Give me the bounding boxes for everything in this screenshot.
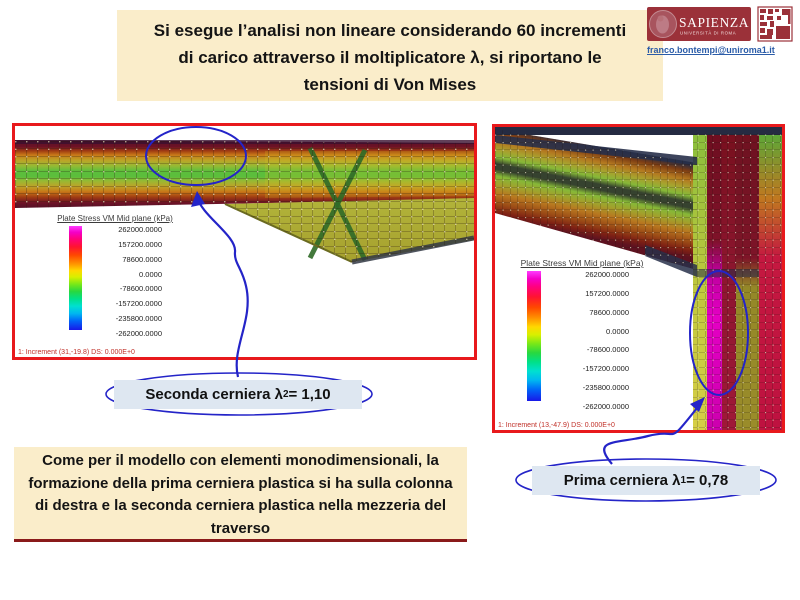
legend-value: -235800.0000 bbox=[115, 314, 162, 324]
stress-colorbar bbox=[527, 271, 541, 401]
increment-status: 1: Increment (13,-47.9) DS: 0.000E+0 bbox=[498, 422, 615, 429]
legend-title: Plate Stress VM Mid plane (kPa) bbox=[520, 258, 644, 268]
legend-values bbox=[545, 271, 629, 411]
callout-text: Prima cerniera λ bbox=[563, 472, 681, 489]
callout-text: Seconda cerniera λ bbox=[145, 386, 283, 403]
legend-value: 262000.0000 bbox=[585, 270, 629, 279]
legend-title: Plate Stress VM Mid plane (kPa) bbox=[57, 214, 173, 223]
legend-value: 0.0000 bbox=[606, 326, 629, 336]
callout-subscript: 2 bbox=[282, 389, 289, 400]
sapienza-logo-art bbox=[647, 6, 793, 44]
legend-value: 78600.0000 bbox=[122, 254, 162, 264]
legend-value: 78600.0000 bbox=[589, 307, 629, 317]
note-box: Come per il modello con elementi monodimensionali, la formazione della prima cerniera plastica si ha sulla colonna di destra e la seconda cerniera plastica nella mezzeria del traverso bbox=[14, 447, 467, 542]
legend-value: -157200.0000 bbox=[582, 364, 629, 374]
legend-value: 157200.0000 bbox=[585, 288, 629, 298]
legend-value: 0.0000 bbox=[139, 269, 162, 279]
sapienza-logo bbox=[647, 6, 793, 44]
title-line-2: di carico attraverso il moltiplicatore λ, si riportano le bbox=[178, 48, 602, 67]
legend-value: 262000.0000 bbox=[118, 225, 162, 234]
stress-colorbar bbox=[69, 226, 82, 330]
callout-subscript: 1 bbox=[680, 475, 687, 486]
callout-value: = 1,10 bbox=[288, 386, 331, 403]
stress-legend bbox=[501, 258, 663, 411]
fem-panel-beam bbox=[12, 123, 477, 360]
stress-legend bbox=[39, 214, 191, 338]
logo-name: SAPIENZA bbox=[679, 15, 750, 30]
callout-seconda-cerniera bbox=[114, 380, 362, 409]
title-line-1: Si esegue l’analisi non lineare considerando 60 incrementi bbox=[153, 21, 627, 40]
logo-subtitle: UNIVERSITÀ DI ROMA bbox=[680, 30, 737, 36]
legend-values bbox=[86, 226, 162, 338]
email-link[interactable]: franco.bontempi@uniroma1.it bbox=[647, 45, 775, 55]
callout-value: = 0,78 bbox=[686, 472, 729, 489]
legend-value: -235800.0000 bbox=[582, 383, 629, 393]
legend-value: -78600.0000 bbox=[119, 284, 162, 294]
qr-seal-icon bbox=[758, 7, 792, 41]
slide-title bbox=[117, 10, 663, 101]
title-line-3: tensioni di Von Mises bbox=[303, 75, 477, 94]
legend-value: -157200.0000 bbox=[115, 299, 162, 309]
increment-status: 1: Increment (31,-19.8) DS: 0.000E+0 bbox=[18, 349, 135, 356]
legend-value: -262000.0000 bbox=[582, 401, 629, 411]
legend-value: 157200.0000 bbox=[118, 239, 162, 249]
callout-prima-cerniera bbox=[532, 466, 760, 495]
legend-value: -262000.0000 bbox=[115, 328, 162, 338]
legend-value: -78600.0000 bbox=[586, 345, 629, 355]
fem-panel-joint bbox=[492, 124, 785, 433]
